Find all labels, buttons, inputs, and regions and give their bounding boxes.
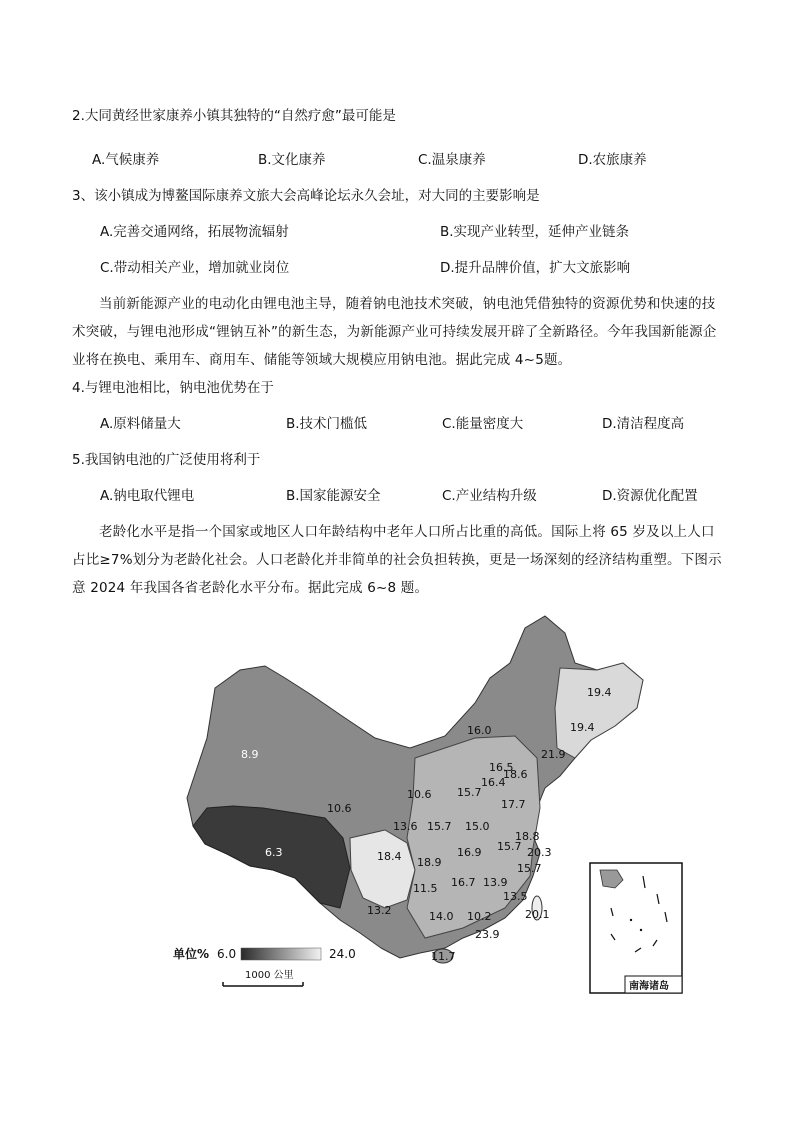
q5-option-c: C.产业结构升级: [442, 488, 537, 504]
legend-max: 24.0: [329, 947, 356, 961]
passage-aging: 老龄化水平是指一个国家或地区人口年龄结构中老年人口所占比重的高低。国际上将 65 岁及以上人口占比≥7%划分为老龄化社会。人口老龄化并非简单的社会负担转换，更是一场深刻的经济结构重塑。下图示意 2024 年我国各省老龄化水平分布。据此完成 6~8 题。: [72, 524, 722, 596]
value-label: 6.3: [265, 846, 283, 859]
value-label: 18.8: [515, 830, 540, 843]
value-label: 17.7: [501, 798, 526, 811]
value-label: 8.9: [241, 748, 259, 761]
q4-option-b: B.技术门槛低: [286, 416, 368, 432]
question-4-stem: 4.与锂电池相比，钠电池优势在于: [72, 380, 274, 396]
scale-label: 1000 公里: [245, 970, 294, 981]
q2-option-a: A.气候康养: [92, 152, 160, 168]
value-label: 15.7: [457, 786, 482, 799]
q5-option-b: B.国家能源安全: [286, 488, 381, 504]
q2-option-d: D.农旅康养: [578, 152, 647, 168]
value-label: 15.7: [427, 820, 452, 833]
value-label: 15.0: [465, 820, 490, 833]
value-label: 13.2: [367, 904, 392, 917]
value-label: 15.7: [497, 840, 522, 853]
value-label: 23.9: [475, 928, 500, 941]
value-label: 11.5: [413, 882, 438, 895]
q4-option-d: D.清洁程度高: [602, 416, 685, 432]
q4-option-c: C.能量密度大: [442, 416, 524, 432]
question-3-stem: 3、该小镇成为博鳌国际康养文旅大会高峰论坛永久会址，对大同的主要影响是: [72, 188, 540, 204]
q3-option-a: A.完善交通网络，拓展物流辐射: [100, 224, 289, 240]
q4-option-a: A.原料储量大: [100, 416, 181, 432]
value-label: 18.9: [417, 856, 442, 869]
question-5-stem: 5.我国钠电池的广泛使用将利于: [72, 452, 261, 468]
value-label: 19.4: [570, 721, 595, 734]
value-label: 10.6: [327, 802, 352, 815]
inset-label: 南海诸岛: [629, 981, 669, 992]
value-label: 14.0: [429, 910, 454, 923]
passage-sodium-battery: 当前新能源产业的电动化由锂电池主导，随着钠电池技术突破，钠电池凭借独特的资源优势和快速的技术突破，与锂电池形成“锂钠互补”的新生态，为新能源产业可持续发展开辟了全新路径。今年我国新能源企业将在换电、乘用车、商用车、储能等领域大规模应用钠电池。据此完成 4~5题。: [72, 296, 717, 368]
value-label: 16.0: [467, 724, 492, 737]
value-label: 10.2: [467, 910, 492, 923]
value-label: 20.3: [527, 846, 552, 859]
south-china-sea-inset: [590, 863, 682, 993]
q3-option-b: B.实现产业转型，延伸产业链条: [440, 224, 630, 240]
value-label: 19.4: [587, 686, 612, 699]
value-label: 16.9: [457, 846, 482, 859]
legend-gradient-bar: [241, 948, 321, 960]
value-label: 18.6: [503, 768, 528, 781]
china-aging-map: [145, 608, 685, 998]
value-label: 10.6: [407, 788, 432, 801]
value-label: 11.7: [431, 950, 456, 963]
value-label: 20.1: [525, 908, 550, 921]
q3-option-d: D.提升品牌价值，扩大文旅影响: [440, 260, 631, 276]
legend-min: 6.0: [217, 947, 237, 961]
value-label: 21.9: [541, 748, 566, 761]
value-label: 16.7: [451, 876, 476, 889]
value-label: 15.7: [517, 862, 542, 875]
northeast-region-shape: [555, 663, 643, 758]
q5-option-a: A.钠电取代锂电: [100, 488, 195, 504]
q2-option-b: B.文化康养: [258, 152, 326, 168]
value-label: 13.9: [483, 876, 508, 889]
value-label: 16.5: [489, 761, 514, 774]
legend-unit: 单位%: [173, 947, 210, 961]
aging-map-figure: [145, 608, 685, 998]
value-label: 18.4: [377, 850, 402, 863]
q3-option-c: C.带动相关产业，增加就业岗位: [100, 260, 290, 276]
question-2-stem: 2.大同黄经世家康养小镇其独特的“自然疗愈”最可能是: [72, 108, 396, 124]
q2-option-c: C.温泉康养: [418, 152, 486, 168]
value-label: 13.6: [393, 820, 418, 833]
value-label: 13.5: [503, 890, 528, 903]
q5-option-d: D.资源优化配置: [602, 488, 698, 504]
value-label: 16.4: [481, 776, 506, 789]
